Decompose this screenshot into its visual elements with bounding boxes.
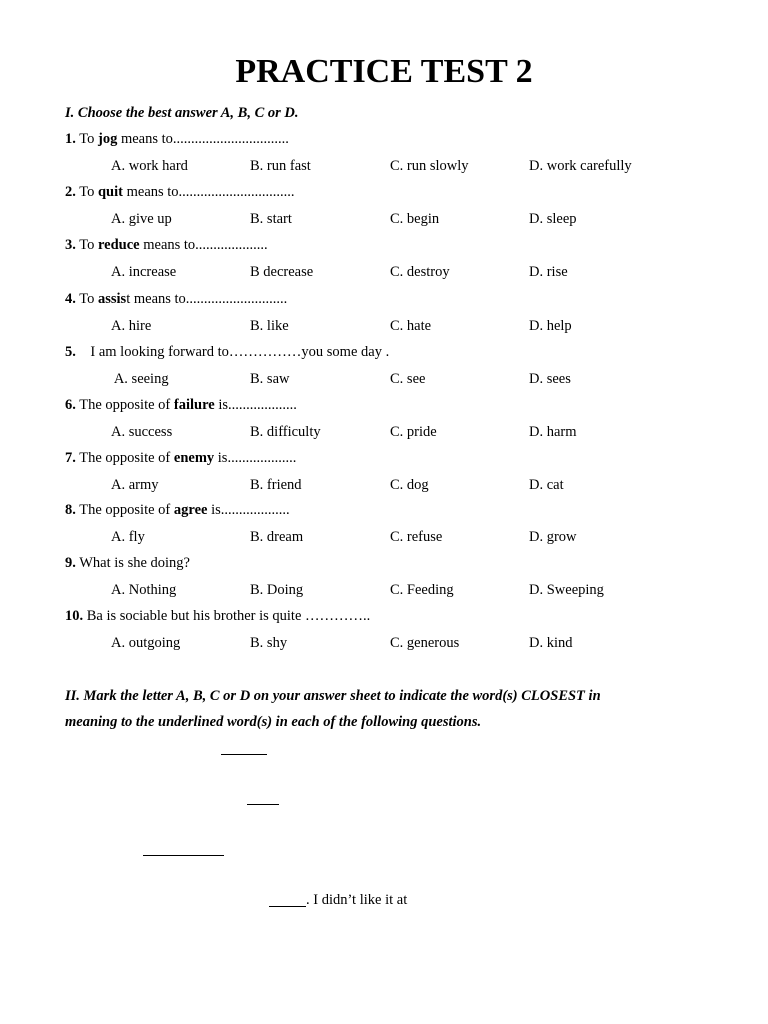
- question-text: To: [79, 184, 98, 200]
- answer-option[interactable]: A. give up: [111, 211, 172, 227]
- partial-question-text: . I didn’t like it at: [306, 892, 408, 908]
- question-stem: [65, 554, 190, 572]
- question-text: is...................: [214, 397, 297, 413]
- answer-option[interactable]: D. work carefully: [529, 158, 632, 174]
- answer-option[interactable]: C. refuse: [390, 529, 443, 545]
- section-2-heading-line-1: II. Mark the letter A, B, C or D on your answer sheet to indicate the word(s) CLOSEST in: [65, 688, 601, 704]
- section-1-heading: I. Choose the best answer A, B, C or D.: [65, 105, 299, 121]
- question-stem: [65, 501, 290, 519]
- question-text: To: [79, 237, 98, 253]
- question-text: The opposite of: [79, 397, 174, 413]
- question-number: 7.: [65, 450, 76, 466]
- question-number: 1.: [65, 131, 76, 147]
- answer-option[interactable]: D. rise: [529, 264, 568, 280]
- question-number: 3.: [65, 237, 76, 253]
- question-stem: [65, 396, 297, 414]
- answer-option[interactable]: A. army: [111, 477, 159, 493]
- section-2-heading-line-2: meaning to the underlined word(s) in each of the following questions.: [65, 714, 482, 730]
- answer-option[interactable]: A. increase: [111, 264, 177, 280]
- answer-option[interactable]: B. dream: [250, 529, 304, 545]
- question-text: Ba is sociable but his brother is quite …………..: [86, 608, 371, 624]
- answer-option[interactable]: C. Feeding: [390, 582, 454, 598]
- question-number: 8.: [65, 502, 76, 518]
- underline-blank: [269, 906, 306, 907]
- answer-option[interactable]: B. saw: [250, 371, 290, 387]
- answer-option[interactable]: D. sees: [529, 371, 571, 387]
- answer-option[interactable]: A. work hard: [111, 158, 188, 174]
- question-keyword: jog: [97, 131, 118, 147]
- question-keyword: reduce: [97, 237, 140, 253]
- question-number: 4.: [65, 291, 76, 307]
- question-keyword: enemy: [173, 450, 215, 466]
- question-keyword: assis: [97, 291, 127, 307]
- answer-option[interactable]: B. like: [250, 318, 289, 334]
- question-text: The opposite of: [79, 450, 174, 466]
- question-text: is...................: [207, 502, 290, 518]
- answer-option[interactable]: C. generous: [390, 635, 460, 651]
- answer-option[interactable]: D. Sweeping: [529, 582, 604, 598]
- answer-option[interactable]: B. friend: [250, 477, 302, 493]
- answer-option[interactable]: C. begin: [390, 211, 440, 227]
- answer-option[interactable]: D. harm: [529, 424, 577, 440]
- answer-option[interactable]: D. cat: [529, 477, 564, 493]
- answer-option[interactable]: C. destroy: [390, 264, 450, 280]
- answer-option[interactable]: C. hate: [390, 318, 432, 334]
- answer-option[interactable]: C. pride: [390, 424, 437, 440]
- question-stem: [65, 607, 370, 625]
- answer-option[interactable]: B. Doing: [250, 582, 304, 598]
- question-stem: [65, 130, 289, 148]
- question-stem: [65, 449, 296, 467]
- question-stem: [65, 236, 268, 254]
- answer-option[interactable]: B. difficulty: [250, 424, 321, 440]
- question-text: I am looking forward to……………you some day .: [79, 344, 390, 360]
- question-text: is...................: [214, 450, 297, 466]
- answer-option[interactable]: B. start: [250, 211, 292, 227]
- answer-option[interactable]: D. kind: [529, 635, 573, 651]
- question-text: To: [79, 131, 98, 147]
- page-title: PRACTICE TEST 2: [235, 53, 533, 90]
- answer-option[interactable]: A. success: [111, 424, 173, 440]
- answer-option[interactable]: C. run slowly: [390, 158, 469, 174]
- answer-option[interactable]: A. outgoing: [111, 635, 181, 651]
- question-number: 2.: [65, 184, 76, 200]
- answer-option[interactable]: B. run fast: [250, 158, 311, 174]
- underline-blank: [221, 754, 267, 755]
- question-stem: [65, 183, 295, 201]
- answer-option[interactable]: B. shy: [250, 635, 288, 651]
- answer-option[interactable]: A. hire: [111, 318, 152, 334]
- answer-option[interactable]: D. grow: [529, 529, 577, 545]
- answer-option[interactable]: C. dog: [390, 477, 429, 493]
- question-text: t means to............................: [126, 291, 288, 307]
- question-stem: [65, 290, 287, 308]
- question-keyword: quit: [97, 184, 123, 200]
- answer-option[interactable]: B decrease: [250, 264, 314, 280]
- underline-blank: [247, 804, 279, 805]
- question-number: 6.: [65, 397, 76, 413]
- answer-option[interactable]: A. Nothing: [111, 582, 177, 598]
- question-text: means to................................: [117, 131, 289, 147]
- answer-option[interactable]: D. help: [529, 318, 572, 334]
- question-text: means to....................: [139, 237, 268, 253]
- underline-blank: [143, 855, 224, 856]
- question-number: 9.: [65, 555, 76, 571]
- question-text: The opposite of: [79, 502, 174, 518]
- question-keyword: agree: [173, 502, 208, 518]
- answer-option[interactable]: A. fly: [111, 529, 145, 545]
- answer-option[interactable]: D. sleep: [529, 211, 577, 227]
- question-text: To: [79, 291, 98, 307]
- answer-option[interactable]: A. seeing: [111, 371, 169, 387]
- question-number: 10.: [65, 608, 84, 624]
- answer-option[interactable]: C. see: [390, 371, 426, 387]
- question-stem: [65, 343, 389, 361]
- question-number: 5.: [65, 344, 76, 360]
- question-text: means to................................: [122, 184, 295, 200]
- question-keyword: failure: [173, 397, 215, 413]
- question-text: What is she doing?: [79, 555, 190, 571]
